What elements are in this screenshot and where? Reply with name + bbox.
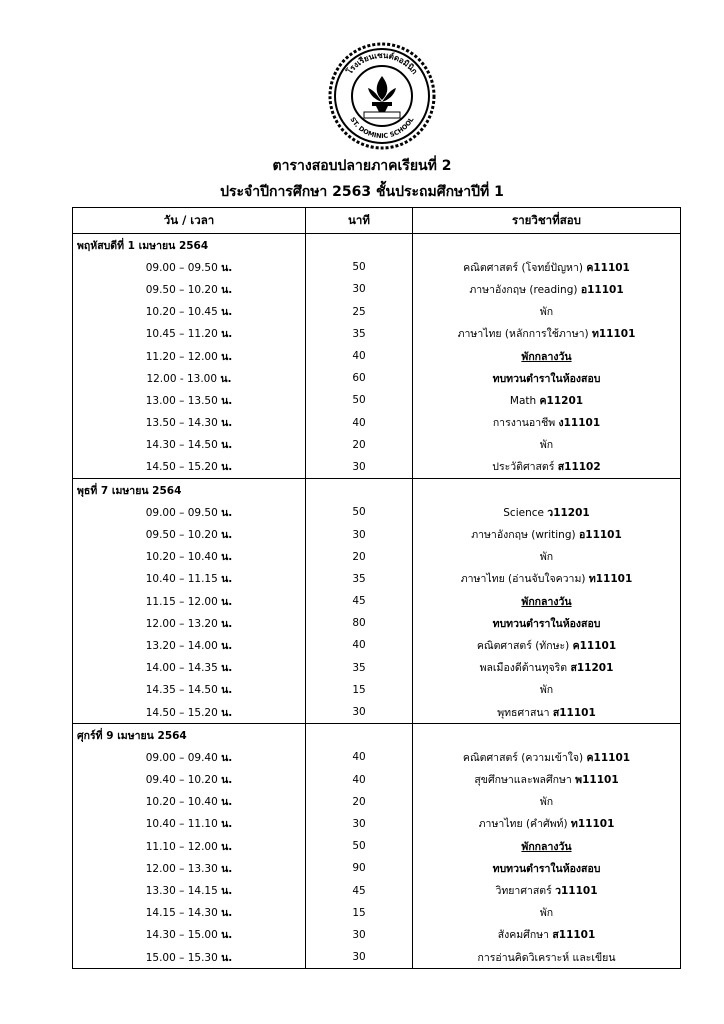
subject-name: ทบทวนตำราในห้องสอบ	[492, 372, 601, 385]
time-unit: น.	[221, 929, 233, 942]
subject-name: สุขศึกษาและพลศึกษา	[474, 774, 572, 787]
minutes-cell: 20	[306, 434, 413, 456]
time-range: 10.20 – 10.40	[145, 551, 218, 564]
subject-cell	[413, 278, 681, 300]
empty-cell	[306, 234, 413, 257]
minutes-cell: 40	[306, 345, 413, 367]
time-cell	[73, 523, 306, 545]
subject-name: การงานอาชีพ	[492, 417, 556, 430]
time-range: 10.40 – 11.10	[145, 818, 218, 831]
subject-code: ว11101	[555, 885, 598, 898]
time-unit: น.	[221, 684, 233, 697]
subject-code: ค11101	[586, 261, 630, 274]
header-time: วัน / เวลา	[73, 208, 306, 234]
subject-code: ว11201	[547, 506, 590, 519]
minutes-cell: 20	[306, 791, 413, 813]
logo-top-text: โรงเรียนเซนต์ดอมินิก	[344, 50, 420, 76]
time-cell	[73, 434, 306, 456]
minutes-cell: 30	[306, 701, 413, 724]
subject-code: ส11101	[552, 929, 596, 942]
time-unit: น.	[221, 818, 233, 831]
time-cell	[73, 301, 306, 323]
subject-cell	[413, 323, 681, 345]
minutes-cell: 50	[306, 256, 413, 278]
table-row	[73, 612, 681, 634]
table-row	[73, 501, 681, 523]
time-unit: น.	[221, 951, 233, 964]
time-range: 10.20 – 10.45	[145, 306, 218, 319]
header-minutes: นาที	[306, 208, 413, 234]
time-unit: น.	[221, 617, 233, 630]
table-row	[73, 256, 681, 278]
subject-name: ภาษาไทย (อ่านจับใจความ)	[460, 573, 586, 586]
time-unit: น.	[221, 796, 233, 809]
time-cell	[73, 769, 306, 791]
time-unit: น.	[221, 261, 233, 274]
minutes-cell: 40	[306, 746, 413, 768]
time-cell	[73, 657, 306, 679]
table-row	[73, 345, 681, 367]
time-cell	[73, 590, 306, 612]
empty-cell	[413, 234, 681, 257]
time-range: 11.20 – 12.00	[145, 350, 218, 363]
time-range: 13.00 – 13.50	[145, 394, 218, 407]
subject-name: พักกลางวัน	[521, 840, 572, 853]
day-title: ศุกร์ที่ 9 เมษายน 2564	[73, 724, 306, 747]
subject-cell	[413, 701, 681, 724]
time-cell	[73, 924, 306, 946]
subject-name: ภาษาไทย (คำศัพท์)	[478, 818, 568, 831]
subject-name: วิทยาศาสตร์	[495, 885, 552, 898]
minutes-cell: 30	[306, 523, 413, 545]
minutes-cell: 35	[306, 323, 413, 345]
day-header-row	[73, 234, 681, 257]
time-range: 13.20 – 14.00	[145, 639, 218, 652]
minutes-cell: 80	[306, 612, 413, 634]
time-range: 09.00 – 09.40	[145, 751, 218, 764]
subject-cell	[413, 590, 681, 612]
subject-name: ประวัติศาสตร์	[492, 461, 555, 474]
subject-code: ท11101	[588, 573, 633, 586]
table-row	[73, 835, 681, 857]
subject-cell	[413, 835, 681, 857]
time-range: 09.00 – 09.50	[145, 261, 218, 274]
subject-cell	[413, 657, 681, 679]
time-cell	[73, 389, 306, 411]
minutes-cell: 40	[306, 769, 413, 791]
time-unit: น.	[221, 840, 233, 853]
time-cell	[73, 701, 306, 724]
time-unit: น.	[221, 862, 233, 875]
subject-code: ท11101	[591, 328, 636, 341]
table-row	[73, 769, 681, 791]
minutes-cell: 50	[306, 389, 413, 411]
table-row	[73, 701, 681, 724]
minutes-cell: 35	[306, 657, 413, 679]
table-row	[73, 412, 681, 434]
day-title: พฤหัสบดีที่ 1 เมษายน 2564	[73, 234, 306, 257]
subject-cell	[413, 301, 681, 323]
subject-name: ภาษาไทย (หลักการใช้ภาษา)	[457, 328, 589, 341]
subject-name: พัก	[539, 439, 554, 452]
subject-cell	[413, 746, 681, 768]
time-cell	[73, 323, 306, 345]
time-cell	[73, 367, 306, 389]
time-range: 13.50 – 14.30	[145, 417, 218, 430]
header-subject: รายวิชาที่สอบ	[413, 208, 681, 234]
subject-code: พ11101	[575, 774, 619, 787]
minutes-cell: 50	[306, 835, 413, 857]
subject-cell	[413, 879, 681, 901]
empty-cell	[306, 724, 413, 747]
table-row	[73, 946, 681, 969]
time-cell	[73, 902, 306, 924]
time-unit: น.	[221, 595, 233, 608]
subject-cell	[413, 501, 681, 523]
subject-name: คณิตศาสตร์ (ทักษะ)	[476, 639, 570, 652]
time-range: 09.00 – 09.50	[145, 506, 218, 519]
time-range: 14.30 – 14.50	[145, 439, 218, 452]
minutes-cell: 20	[306, 546, 413, 568]
subject-code: อ11101	[580, 283, 624, 296]
subject-code: ค11101	[586, 751, 631, 764]
subject-name: พัก	[539, 684, 554, 697]
subject-name: พัก	[539, 907, 554, 920]
subject-cell	[413, 256, 681, 278]
table-row	[73, 657, 681, 679]
subject-cell	[413, 367, 681, 389]
time-unit: น.	[221, 350, 233, 363]
subject-name: พักกลางวัน	[521, 595, 572, 608]
time-unit: น.	[221, 328, 233, 341]
time-cell	[73, 278, 306, 300]
day-header-row	[73, 724, 681, 747]
subject-code: ท11101	[570, 818, 615, 831]
subject-code: ส11201	[570, 662, 614, 675]
subject-name: คณิตศาสตร์ (โจทย์ปัญหา)	[463, 261, 583, 274]
table-row	[73, 746, 681, 768]
time-cell	[73, 456, 306, 479]
subject-name: Science	[503, 506, 544, 519]
time-range: 15.00 – 15.30	[145, 951, 218, 964]
time-unit: น.	[220, 372, 232, 385]
subject-name: พัก	[539, 551, 554, 564]
table-row	[73, 679, 681, 701]
subject-code: ง11101	[558, 417, 601, 430]
time-unit: น.	[221, 461, 233, 474]
time-cell	[73, 879, 306, 901]
time-unit: น.	[221, 506, 233, 519]
subject-code: ค11201	[539, 394, 584, 407]
table-row	[73, 456, 681, 479]
time-range: 11.10 – 12.00	[145, 840, 218, 853]
table-row	[73, 546, 681, 568]
subject-name: พัก	[539, 796, 554, 809]
subject-name: ภาษาอังกฤษ (writing)	[471, 529, 576, 542]
time-range: 13.30 – 14.15	[145, 885, 218, 898]
subject-cell	[413, 412, 681, 434]
time-range: 12.00 – 13.20	[145, 617, 218, 630]
time-unit: น.	[221, 885, 233, 898]
subject-name: สังคมศึกษา	[497, 929, 550, 942]
time-range: 14.50 – 15.20	[145, 706, 218, 719]
subject-cell	[413, 568, 681, 590]
time-unit: น.	[221, 529, 233, 542]
subject-code: ส11102	[557, 461, 601, 474]
time-unit: น.	[221, 774, 233, 787]
time-cell	[73, 546, 306, 568]
time-unit: น.	[221, 639, 233, 652]
subject-cell	[413, 345, 681, 367]
subject-name: พัก	[539, 306, 554, 319]
table-row	[73, 634, 681, 656]
time-unit: น.	[221, 662, 233, 675]
time-unit: น.	[221, 907, 233, 920]
time-range: 12.00 - 13.00	[146, 372, 218, 385]
minutes-cell: 45	[306, 879, 413, 901]
time-cell	[73, 568, 306, 590]
time-range: 10.20 – 10.40	[145, 796, 218, 809]
subject-cell	[413, 679, 681, 701]
time-cell	[73, 946, 306, 969]
minutes-cell: 15	[306, 679, 413, 701]
subject-cell	[413, 612, 681, 634]
subject-name: ทบทวนตำราในห้องสอบ	[492, 862, 601, 875]
time-unit: น.	[221, 573, 233, 586]
subject-name: การอ่านคิดวิเคราะห์ และเขียน	[477, 951, 616, 964]
subject-name: คณิตศาสตร์ (ความเข้าใจ)	[462, 751, 584, 764]
table-row	[73, 367, 681, 389]
time-range: 09.50 – 10.20	[145, 283, 218, 296]
table-row	[73, 278, 681, 300]
table-row	[73, 523, 681, 545]
page-subtitle: ประจำปีการศึกษา 2563 ชั้นประถมศึกษาปีที่ 1	[220, 184, 504, 200]
subject-cell	[413, 634, 681, 656]
subject-name: ภาษาอังกฤษ (reading)	[469, 283, 578, 296]
time-cell	[73, 857, 306, 879]
table-row	[73, 924, 681, 946]
table-row	[73, 590, 681, 612]
time-range: 14.30 – 15.00	[145, 929, 218, 942]
subject-name: พักกลางวัน	[521, 350, 572, 363]
time-cell	[73, 813, 306, 835]
time-unit: น.	[221, 439, 233, 452]
minutes-cell: 25	[306, 301, 413, 323]
day-title: พุธที่ 7 เมษายน 2564	[73, 479, 306, 502]
subject-code: ค11101	[572, 639, 617, 652]
table-row	[73, 791, 681, 813]
time-unit: น.	[221, 751, 233, 764]
table-row	[73, 389, 681, 411]
table-row	[73, 813, 681, 835]
subject-cell	[413, 546, 681, 568]
time-cell	[73, 835, 306, 857]
time-cell	[73, 412, 306, 434]
subject-cell	[413, 434, 681, 456]
table-header-row	[73, 208, 681, 234]
time-range: 11.15 – 12.00	[145, 595, 218, 608]
subject-cell	[413, 902, 681, 924]
time-unit: น.	[221, 394, 233, 407]
logo-bottom-text: ST. DOMINIC SCHOOL	[348, 115, 416, 141]
minutes-cell: 35	[306, 568, 413, 590]
time-range: 09.50 – 10.20	[145, 529, 218, 542]
exam-schedule-table	[72, 207, 681, 969]
time-unit: น.	[221, 283, 233, 296]
time-range: 10.45 – 11.20	[145, 328, 218, 341]
empty-cell	[413, 724, 681, 747]
minutes-cell: 40	[306, 634, 413, 656]
empty-cell	[413, 479, 681, 502]
minutes-cell: 40	[306, 412, 413, 434]
minutes-cell: 30	[306, 924, 413, 946]
minutes-cell: 60	[306, 367, 413, 389]
subject-cell	[413, 389, 681, 411]
time-unit: น.	[221, 706, 233, 719]
table-row	[73, 301, 681, 323]
subject-code: อ11101	[578, 529, 622, 542]
time-range: 10.40 – 11.15	[145, 573, 218, 586]
subject-name: พุทธศาสนา	[497, 706, 550, 719]
page-title: ตารางสอบปลายภาคเรียนที่ 2	[272, 158, 452, 174]
subject-cell	[413, 857, 681, 879]
time-range: 14.15 – 14.30	[145, 907, 218, 920]
time-range: 14.35 – 14.50	[145, 684, 218, 697]
subject-cell	[413, 813, 681, 835]
table-row	[73, 434, 681, 456]
minutes-cell: 50	[306, 501, 413, 523]
time-range: 12.00 – 13.30	[145, 862, 218, 875]
time-cell	[73, 791, 306, 813]
time-unit: น.	[221, 417, 233, 430]
time-cell	[73, 612, 306, 634]
table-row	[73, 568, 681, 590]
subject-name: Math	[509, 394, 537, 407]
subject-code: ส11101	[552, 706, 596, 719]
subject-cell	[413, 924, 681, 946]
minutes-cell: 30	[306, 946, 413, 969]
minutes-cell: 30	[306, 278, 413, 300]
time-range: 09.40 – 10.20	[145, 774, 218, 787]
minutes-cell: 30	[306, 813, 413, 835]
subject-name: พลเมืองดีต้านทุจริต	[479, 662, 568, 675]
time-unit: น.	[221, 551, 233, 564]
day-header-row	[73, 479, 681, 502]
subject-cell	[413, 523, 681, 545]
minutes-cell: 30	[306, 456, 413, 479]
subject-cell	[413, 946, 681, 969]
time-cell	[73, 679, 306, 701]
minutes-cell: 45	[306, 590, 413, 612]
time-range: 14.50 – 15.20	[145, 461, 218, 474]
minutes-cell: 15	[306, 902, 413, 924]
table-row	[73, 902, 681, 924]
school-logo	[328, 42, 436, 150]
time-cell	[73, 634, 306, 656]
time-cell	[73, 345, 306, 367]
minutes-cell: 90	[306, 857, 413, 879]
subject-cell	[413, 791, 681, 813]
time-cell	[73, 256, 306, 278]
table-row	[73, 323, 681, 345]
subject-cell	[413, 769, 681, 791]
table-row	[73, 857, 681, 879]
subject-cell	[413, 456, 681, 479]
time-cell	[73, 746, 306, 768]
time-cell	[73, 501, 306, 523]
table-row	[73, 879, 681, 901]
empty-cell	[306, 479, 413, 502]
time-unit: น.	[221, 306, 233, 319]
time-range: 14.00 – 14.35	[145, 662, 218, 675]
subject-name: ทบทวนตำราในห้องสอบ	[492, 617, 601, 630]
